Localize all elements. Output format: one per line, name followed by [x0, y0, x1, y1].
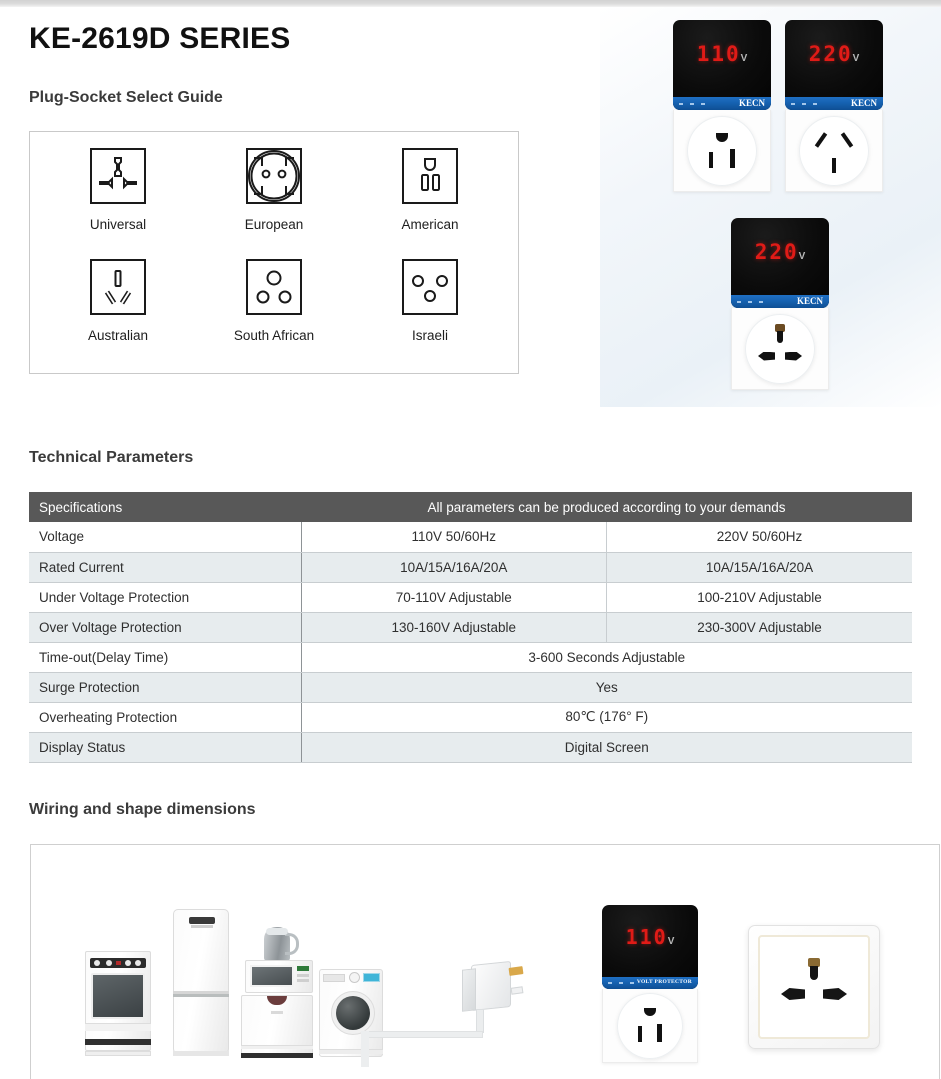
pin-ground — [716, 133, 728, 142]
socket-universal-icon — [86, 144, 150, 208]
row-value-shared: Digital Screen — [301, 732, 912, 762]
device-display-screen — [731, 218, 829, 308]
socket-item-european[interactable] — [196, 144, 352, 255]
device-display-screen — [673, 20, 771, 110]
row-value-110v: 130-160V Adjustable — [301, 612, 607, 642]
socket-israeli-icon — [398, 255, 462, 319]
page-title: KE-2619D SERIES — [29, 22, 291, 55]
device-brand-bar — [785, 97, 883, 110]
row-label: Display Status — [29, 732, 301, 762]
device-socket-body — [602, 989, 698, 1063]
device-brand-label: KECN — [738, 98, 765, 108]
socket-face-universal — [745, 314, 815, 384]
socket-item-australian[interactable] — [40, 255, 196, 366]
row-value-shared: Yes — [301, 672, 912, 702]
device-readout — [785, 42, 883, 66]
device-value: 110 — [625, 924, 668, 949]
socket-label: European — [244, 217, 304, 232]
socket-item-american[interactable] — [352, 144, 508, 255]
row-value-110v: 110V 50/60Hz — [301, 522, 607, 552]
pin-ground — [644, 1008, 656, 1016]
row-value-220v: 220V 50/60Hz — [607, 522, 913, 552]
top-strip — [0, 0, 941, 7]
socket-grid — [30, 132, 518, 373]
device-brand-label: KECN — [850, 98, 877, 108]
device-unit: V — [852, 53, 860, 65]
socket-label: Australian — [87, 327, 149, 343]
table-row — [29, 702, 912, 732]
wiring-protector-110v — [602, 905, 698, 1063]
device-display-screen — [602, 905, 698, 989]
device-value: 220 — [808, 42, 853, 67]
socket-item-universal[interactable] — [40, 144, 196, 255]
device-value: 110 — [696, 42, 741, 67]
column-header-span-note: All parameters can be produced according to your demands — [301, 492, 912, 522]
device-unit: V — [667, 935, 675, 947]
pin-ground — [810, 966, 818, 980]
table-row — [29, 522, 912, 552]
plug-socket-guide-box — [29, 131, 519, 374]
socket-label: Universal — [89, 217, 147, 232]
row-value-shared: 3-600 Seconds Adjustable — [301, 642, 912, 672]
socket-face-american — [687, 116, 757, 186]
section-heading-technical-parameters: Technical Parameters — [29, 449, 194, 466]
socket-item-south-african[interactable] — [196, 255, 352, 366]
row-label: Voltage — [29, 522, 301, 552]
appliance-refrigerator — [173, 909, 229, 1059]
hero-product-220v-australian — [785, 20, 883, 192]
row-value-220v: 230-300V Adjustable — [607, 612, 913, 642]
device-brand-label: KECN — [796, 296, 823, 306]
device-indicator-ticks — [602, 982, 634, 984]
row-label: Surge Protection — [29, 672, 301, 702]
pin-ground — [777, 331, 783, 343]
device-brand-bar — [731, 295, 829, 308]
device-brand-bar — [602, 977, 698, 989]
device-unit: V — [740, 53, 748, 65]
appliance-oven — [85, 951, 151, 1059]
device-unit: V — [798, 251, 806, 263]
row-value-110v: 10A/15A/16A/20A — [301, 552, 607, 582]
device-socket-body — [673, 110, 771, 192]
pin-neutral — [730, 149, 735, 168]
table-row — [29, 642, 912, 672]
device-value: 220 — [754, 240, 799, 265]
table-row — [29, 672, 912, 702]
device-readout — [731, 240, 829, 264]
pin-live — [815, 132, 827, 147]
pin-ground — [832, 158, 836, 173]
section-heading-plug-socket-guide: Plug-Socket Select Guide — [29, 89, 223, 106]
row-value-shared: 80℃ (176° F) — [301, 702, 912, 732]
row-label: Overheating Protection — [29, 702, 301, 732]
socket-australian-icon — [86, 255, 150, 319]
socket-european-icon — [242, 144, 306, 208]
socket-label: Israeli — [411, 327, 448, 343]
device-brand-label: VOLT PROTECTOR — [636, 979, 692, 986]
row-label: Rated Current — [29, 552, 301, 582]
section-heading-wiring-dimensions: Wiring and shape dimensions — [29, 801, 256, 818]
device-indicator-ticks — [673, 103, 705, 105]
pin-neutral — [841, 132, 853, 147]
row-value-220v: 10A/15A/16A/20A — [607, 552, 913, 582]
pin-live — [709, 152, 713, 168]
device-socket-body — [731, 308, 829, 390]
technical-parameters-table — [29, 492, 912, 763]
row-value-110v: 70-110V Adjustable — [301, 582, 607, 612]
device-readout — [673, 42, 771, 66]
row-label: Over Voltage Protection — [29, 612, 301, 642]
socket-label: South African — [233, 327, 315, 343]
socket-south-african-icon — [242, 255, 306, 319]
device-readout — [602, 925, 698, 949]
pin-neutral — [657, 1024, 662, 1042]
socket-american-icon — [398, 144, 462, 208]
row-label: Under Voltage Protection — [29, 582, 301, 612]
table-row — [29, 732, 912, 762]
socket-item-israeli[interactable] — [352, 255, 508, 366]
table-row — [29, 582, 912, 612]
row-label: Time-out(Delay Time) — [29, 642, 301, 672]
pin-neutral — [785, 352, 802, 361]
device-indicator-ticks — [785, 103, 817, 105]
table-row — [29, 552, 912, 582]
appliance-dishwasher-microwave — [241, 927, 313, 1059]
row-value-220v: 100-210V Adjustable — [607, 582, 913, 612]
device-indicator-ticks — [731, 301, 763, 303]
wiring-dimensions-panel — [30, 844, 940, 1079]
universal-wall-socket-outlet — [748, 925, 880, 1049]
socket-face-american — [617, 993, 683, 1059]
column-header-specifications: Specifications — [29, 492, 301, 522]
hero-product-110v — [673, 20, 771, 192]
pin-live — [638, 1026, 642, 1042]
hero-product-220v-universal — [731, 218, 829, 390]
mains-plug-with-cable — [361, 953, 571, 1073]
device-display-screen — [785, 20, 883, 110]
socket-face-australian — [799, 116, 869, 186]
device-brand-bar — [673, 97, 771, 110]
pin-live — [758, 352, 775, 361]
device-socket-body — [785, 110, 883, 192]
table-header-row — [29, 492, 912, 522]
socket-label: American — [401, 217, 459, 232]
table-row — [29, 612, 912, 642]
